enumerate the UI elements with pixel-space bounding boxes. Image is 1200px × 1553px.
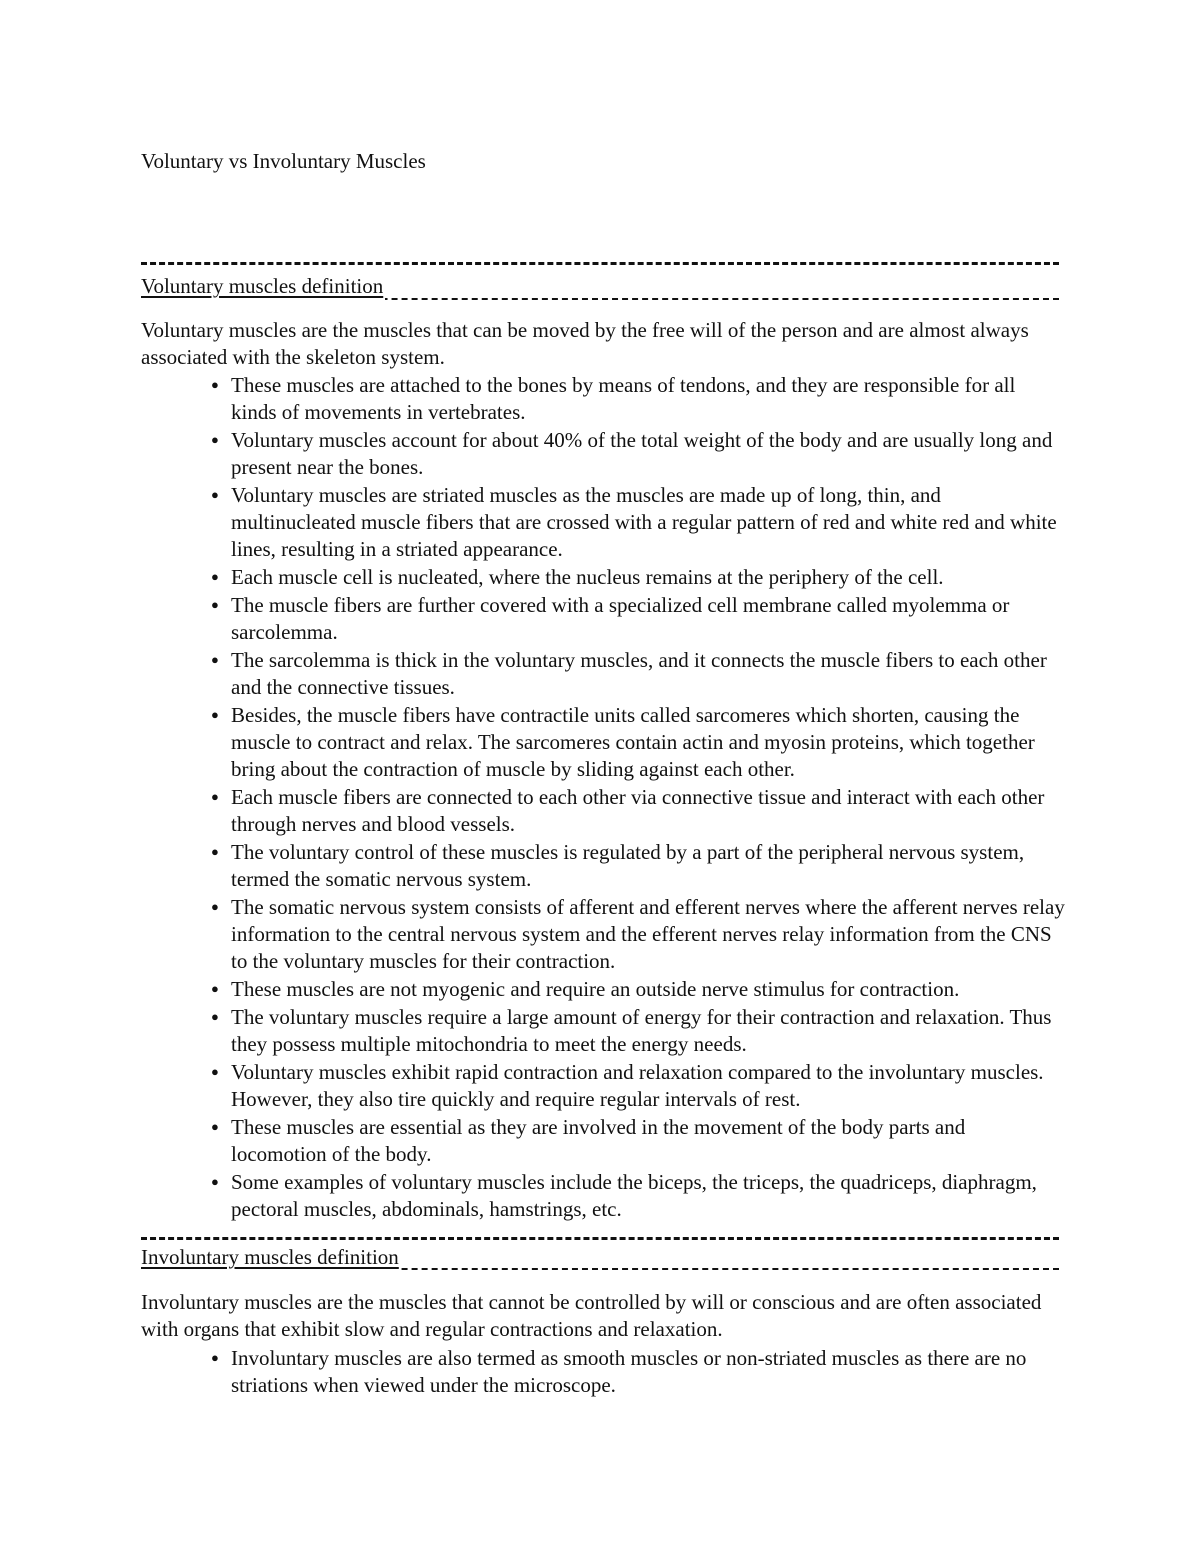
bullet-icon: ● (211, 899, 219, 914)
bullet-icon: ● (211, 1174, 219, 1189)
list-item: ● Besides, the muscle fibers have contractile units called sarcomeres which shorten, causing the muscle to contract and relax. The sarcomeres contain actin and myosin proteins, which together bring about the contraction of muscle by sliding against each other. (211, 703, 1035, 781)
list-item: ● The muscle fibers are further covered with a specialized cell membrane called myolemma or sarcolemma. (211, 593, 1010, 644)
section-divider (141, 262, 1059, 265)
document-title: Voluntary vs Involuntary Muscles (141, 149, 426, 173)
list-item: ● The sarcolemma is thick in the voluntary muscles, and it connects the muscle fibers to each other and the connective tissues. (211, 648, 1047, 699)
involuntary-intro-paragraph: Involuntary muscles are the muscles that cannot be controlled by will or conscious and are often associated with organs that exhibit slow and regular contractions and relaxation. (141, 1290, 1042, 1341)
bullet-icon: ● (211, 1009, 219, 1024)
list-item: ● Some examples of voluntary muscles include the biceps, the triceps, the quadriceps, diaphragm, pectoral muscles, abdominals, hamstrings, etc. (211, 1170, 1037, 1221)
list-item: ● These muscles are not myogenic and require an outside nerve stimulus for contraction. (211, 977, 960, 1001)
list-item: ● These muscles are attached to the bones by means of tendons, and they are responsible for all kinds of movements in vertebrates. (211, 373, 1016, 424)
bullet-icon: ● (211, 707, 219, 722)
bullet-icon: ● (211, 569, 219, 584)
involuntary-bullet-list (141, 1344, 1066, 1399)
bullet-icon: ● (211, 844, 219, 859)
bullet-icon: ● (211, 1064, 219, 1079)
bullet-icon: ● (211, 377, 219, 392)
bullet-icon: ● (211, 789, 219, 804)
list-item: ● Voluntary muscles are striated muscles as the muscles are made up of long, thin, and multinucleated muscle fibers that are crossed with a regular pattern of red and white red and white lines, resulting in a striated appearance. (211, 483, 1057, 561)
bullet-icon: ● (211, 1350, 219, 1365)
list-item: ● Voluntary muscles account for about 40% of the total weight of the body and are usually long and present near the bones. (211, 428, 1053, 479)
bullet-icon: ● (211, 487, 219, 502)
bullet-icon: ● (211, 652, 219, 667)
list-item: ● The voluntary control of these muscles is regulated by a part of the peripheral nervous system, termed the somatic nervous system. (211, 840, 1025, 891)
list-item: ● Each muscle cell is nucleated, where the nucleus remains at the periphery of the cell. (211, 565, 944, 589)
list-item: ● These muscles are essential as they are involved in the movement of the body parts and locomotion of the body. (211, 1115, 966, 1166)
bullet-icon: ● (211, 432, 219, 447)
list-item: ● Each muscle fibers are connected to each other via connective tissue and interact with each other through nerves and blood vessels. (211, 785, 1045, 836)
list-item: ● Voluntary muscles exhibit rapid contraction and relaxation compared to the involuntary muscles. However, they also tire quickly and require regular intervals of rest. (211, 1060, 1044, 1111)
voluntary-intro-paragraph: Voluntary muscles are the muscles that can be moved by the free will of the person and are almost always associated with the skeleton system. (141, 318, 1029, 369)
bullet-icon: ● (211, 981, 219, 996)
list-item: ● Involuntary muscles are also termed as smooth muscles or non-striated muscles as there are no striations when viewed under the microscope. (211, 1346, 1027, 1397)
section-heading-involuntary: Involuntary muscles definition (141, 1245, 399, 1269)
section-divider (141, 1237, 1059, 1240)
voluntary-bullet-list (141, 371, 1066, 1223)
bullet-icon: ● (211, 597, 219, 612)
section-heading-voluntary: Voluntary muscles definition (141, 274, 384, 298)
list-item: ● The somatic nervous system consists of afferent and efferent nerves where the afferent nerves relay information to the central nervous system and the efferent nerves relay information from the CNS to the voluntary muscles for their contraction. (211, 895, 1065, 973)
bullet-icon: ● (211, 1119, 219, 1134)
list-item: ● The voluntary muscles require a large amount of energy for their contraction and relaxation. Thus they possess multiple mitochondria to meet the energy needs. (211, 1005, 1052, 1056)
